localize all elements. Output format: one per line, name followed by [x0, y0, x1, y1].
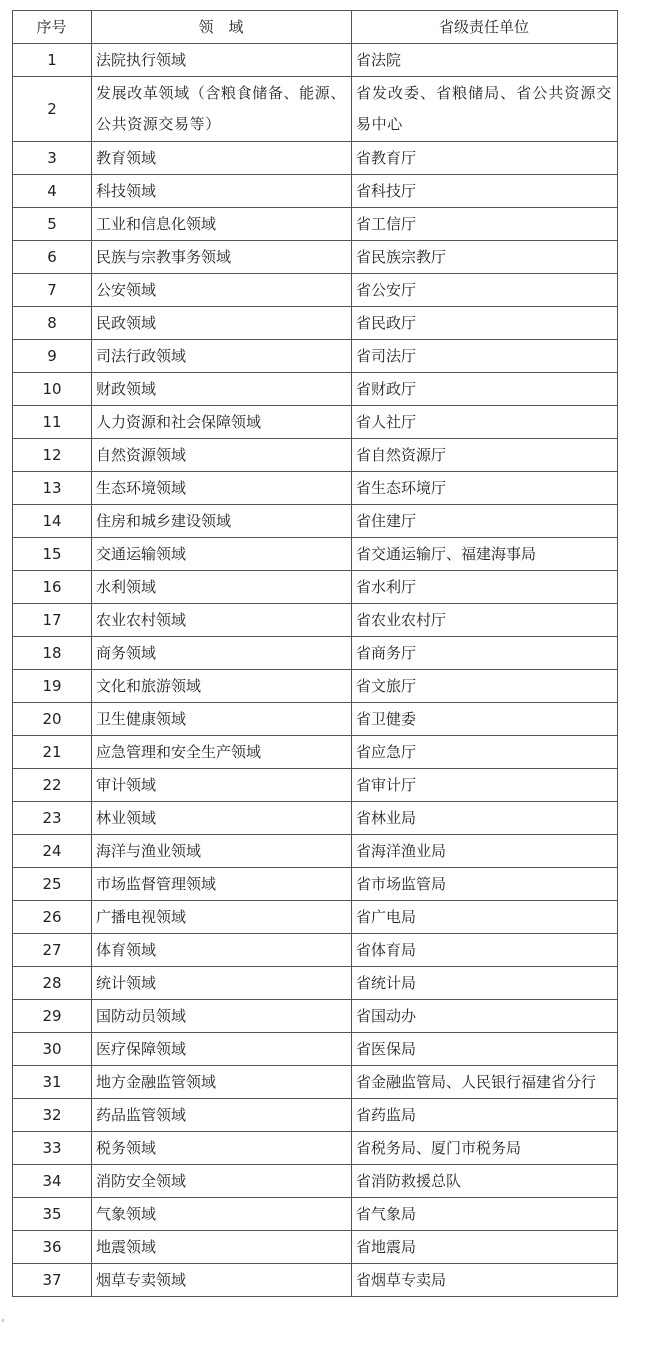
cell-responsible-unit: 省税务局、厦门市税务局: [352, 1132, 618, 1165]
cell-serial-number: 32: [13, 1099, 92, 1132]
table-row: [13, 505, 618, 538]
cell-serial-number: 37: [13, 1264, 92, 1297]
table-row: [13, 967, 618, 1000]
cell-field: 交通运输领域: [92, 538, 352, 571]
cell-responsible-unit: 省审计厅: [352, 769, 618, 802]
cell-serial-number: 16: [13, 571, 92, 604]
cell-field: 审计领域: [92, 769, 352, 802]
cell-responsible-unit: 省林业局: [352, 802, 618, 835]
cell-responsible-unit: 省统计局: [352, 967, 618, 1000]
cell-serial-number: 29: [13, 1000, 92, 1033]
cell-responsible-unit: 省公安厅: [352, 274, 618, 307]
cell-serial-number: 19: [13, 670, 92, 703]
table-row: [13, 736, 618, 769]
cell-responsible-unit: 省人社厅: [352, 406, 618, 439]
cell-serial-number: 11: [13, 406, 92, 439]
cell-serial-number: 22: [13, 769, 92, 802]
cell-field: 人力资源和社会保障领域: [92, 406, 352, 439]
cell-field: 林业领域: [92, 802, 352, 835]
cell-responsible-unit: 省工信厅: [352, 208, 618, 241]
table-row: [13, 472, 618, 505]
responsibility-table: [12, 10, 618, 1297]
footer-mark: ‹: [1, 1316, 5, 1326]
table-row: [13, 307, 618, 340]
cell-serial-number: 24: [13, 835, 92, 868]
cell-responsible-unit: 省农业农村厅: [352, 604, 618, 637]
cell-field: 消防安全领域: [92, 1165, 352, 1198]
cell-responsible-unit: 省医保局: [352, 1033, 618, 1066]
cell-serial-number: 8: [13, 307, 92, 340]
cell-field: 海洋与渔业领域: [92, 835, 352, 868]
cell-responsible-unit: 省教育厅: [352, 142, 618, 175]
cell-responsible-unit: 省水利厅: [352, 571, 618, 604]
cell-serial-number: 3: [13, 142, 92, 175]
cell-responsible-unit: 省广电局: [352, 901, 618, 934]
cell-field: 气象领域: [92, 1198, 352, 1231]
table-row: [13, 835, 618, 868]
table-row: [13, 1264, 618, 1297]
cell-responsible-unit: 省交通运输厅、福建海事局: [352, 538, 618, 571]
cell-serial-number: 10: [13, 373, 92, 406]
table-row: [13, 1066, 618, 1099]
cell-field: 公安领域: [92, 274, 352, 307]
cell-responsible-unit: 省自然资源厅: [352, 439, 618, 472]
cell-field: 发展改革领域（含粮食储备、能源、公共资源交易等）: [92, 77, 352, 142]
table-body: [13, 44, 618, 1297]
cell-field: 市场监督管理领域: [92, 868, 352, 901]
table-row: [13, 208, 618, 241]
cell-responsible-unit: 省发改委、省粮储局、省公共资源交易中心: [352, 77, 618, 142]
cell-responsible-unit: 省国动办: [352, 1000, 618, 1033]
table-row: [13, 241, 618, 274]
table-row: [13, 802, 618, 835]
cell-responsible-unit: 省应急厅: [352, 736, 618, 769]
cell-serial-number: 17: [13, 604, 92, 637]
table-row: [13, 571, 618, 604]
header-responsible-unit: 省级责任单位: [352, 11, 618, 44]
cell-responsible-unit: 省科技厅: [352, 175, 618, 208]
cell-serial-number: 7: [13, 274, 92, 307]
cell-responsible-unit: 省市场监管局: [352, 868, 618, 901]
cell-field: 商务领域: [92, 637, 352, 670]
table-row: [13, 439, 618, 472]
table-row: [13, 769, 618, 802]
table-row: [13, 44, 618, 77]
cell-field: 烟草专卖领域: [92, 1264, 352, 1297]
table-row: [13, 703, 618, 736]
cell-field: 财政领域: [92, 373, 352, 406]
cell-serial-number: 26: [13, 901, 92, 934]
table-row: [13, 406, 618, 439]
cell-serial-number: 6: [13, 241, 92, 274]
cell-responsible-unit: 省药监局: [352, 1099, 618, 1132]
table-row: [13, 1132, 618, 1165]
cell-serial-number: 9: [13, 340, 92, 373]
cell-serial-number: 35: [13, 1198, 92, 1231]
cell-serial-number: 28: [13, 967, 92, 1000]
table-row: [13, 934, 618, 967]
cell-field: 国防动员领域: [92, 1000, 352, 1033]
cell-serial-number: 15: [13, 538, 92, 571]
table-header: [13, 11, 618, 44]
cell-serial-number: 20: [13, 703, 92, 736]
cell-field: 工业和信息化领域: [92, 208, 352, 241]
cell-field: 地震领域: [92, 1231, 352, 1264]
cell-serial-number: 18: [13, 637, 92, 670]
cell-serial-number: 31: [13, 1066, 92, 1099]
cell-field: 文化和旅游领域: [92, 670, 352, 703]
cell-field: 农业农村领域: [92, 604, 352, 637]
cell-field: 民政领域: [92, 307, 352, 340]
cell-serial-number: 4: [13, 175, 92, 208]
table-row: [13, 373, 618, 406]
cell-serial-number: 36: [13, 1231, 92, 1264]
cell-field: 卫生健康领域: [92, 703, 352, 736]
cell-responsible-unit: 省生态环境厅: [352, 472, 618, 505]
cell-responsible-unit: 省民政厅: [352, 307, 618, 340]
cell-responsible-unit: 省气象局: [352, 1198, 618, 1231]
table-row: [13, 1033, 618, 1066]
cell-responsible-unit: 省金融监管局、人民银行福建省分行: [352, 1066, 618, 1099]
cell-responsible-unit: 省海洋渔业局: [352, 835, 618, 868]
table-row: [13, 670, 618, 703]
table-row: [13, 637, 618, 670]
cell-field: 住房和城乡建设领域: [92, 505, 352, 538]
cell-field: 税务领域: [92, 1132, 352, 1165]
cell-serial-number: 27: [13, 934, 92, 967]
table-row: [13, 538, 618, 571]
cell-field: 医疗保障领域: [92, 1033, 352, 1066]
table-row: [13, 274, 618, 307]
cell-serial-number: 13: [13, 472, 92, 505]
table-row: [13, 1165, 618, 1198]
table-row: [13, 175, 618, 208]
cell-field: 统计领域: [92, 967, 352, 1000]
header-field: 领 域: [92, 11, 352, 44]
table-row: [13, 901, 618, 934]
cell-responsible-unit: 省卫健委: [352, 703, 618, 736]
cell-field: 司法行政领域: [92, 340, 352, 373]
table-row: [13, 868, 618, 901]
cell-serial-number: 23: [13, 802, 92, 835]
cell-field: 药品监管领域: [92, 1099, 352, 1132]
cell-responsible-unit: 省民族宗教厅: [352, 241, 618, 274]
cell-responsible-unit: 省财政厅: [352, 373, 618, 406]
cell-serial-number: 30: [13, 1033, 92, 1066]
cell-serial-number: 2: [13, 77, 92, 142]
cell-serial-number: 1: [13, 44, 92, 77]
table-row: [13, 1198, 618, 1231]
table-row: [13, 77, 618, 142]
table-row: [13, 142, 618, 175]
cell-serial-number: 5: [13, 208, 92, 241]
table-row: [13, 1231, 618, 1264]
table-row: [13, 604, 618, 637]
cell-field: 水利领域: [92, 571, 352, 604]
cell-field: 生态环境领域: [92, 472, 352, 505]
cell-responsible-unit: 省住建厅: [352, 505, 618, 538]
cell-responsible-unit: 省消防救援总队: [352, 1165, 618, 1198]
cell-serial-number: 34: [13, 1165, 92, 1198]
cell-field: 法院执行领域: [92, 44, 352, 77]
table-row: [13, 340, 618, 373]
cell-field: 广播电视领域: [92, 901, 352, 934]
header-serial-number: 序号: [13, 11, 92, 44]
cell-field: 教育领域: [92, 142, 352, 175]
cell-field: 民族与宗教事务领域: [92, 241, 352, 274]
cell-field: 应急管理和安全生产领域: [92, 736, 352, 769]
table-row: [13, 1099, 618, 1132]
cell-field: 科技领域: [92, 175, 352, 208]
cell-field: 自然资源领域: [92, 439, 352, 472]
cell-serial-number: 12: [13, 439, 92, 472]
cell-responsible-unit: 省司法厅: [352, 340, 618, 373]
cell-serial-number: 25: [13, 868, 92, 901]
cell-responsible-unit: 省商务厅: [352, 637, 618, 670]
cell-responsible-unit: 省法院: [352, 44, 618, 77]
cell-responsible-unit: 省体育局: [352, 934, 618, 967]
header-row: [13, 11, 618, 44]
cell-responsible-unit: 省文旅厅: [352, 670, 618, 703]
cell-serial-number: 14: [13, 505, 92, 538]
cell-serial-number: 21: [13, 736, 92, 769]
cell-field: 地方金融监管领域: [92, 1066, 352, 1099]
table-row: [13, 1000, 618, 1033]
cell-responsible-unit: 省烟草专卖局: [352, 1264, 618, 1297]
cell-responsible-unit: 省地震局: [352, 1231, 618, 1264]
cell-serial-number: 33: [13, 1132, 92, 1165]
cell-field: 体育领域: [92, 934, 352, 967]
